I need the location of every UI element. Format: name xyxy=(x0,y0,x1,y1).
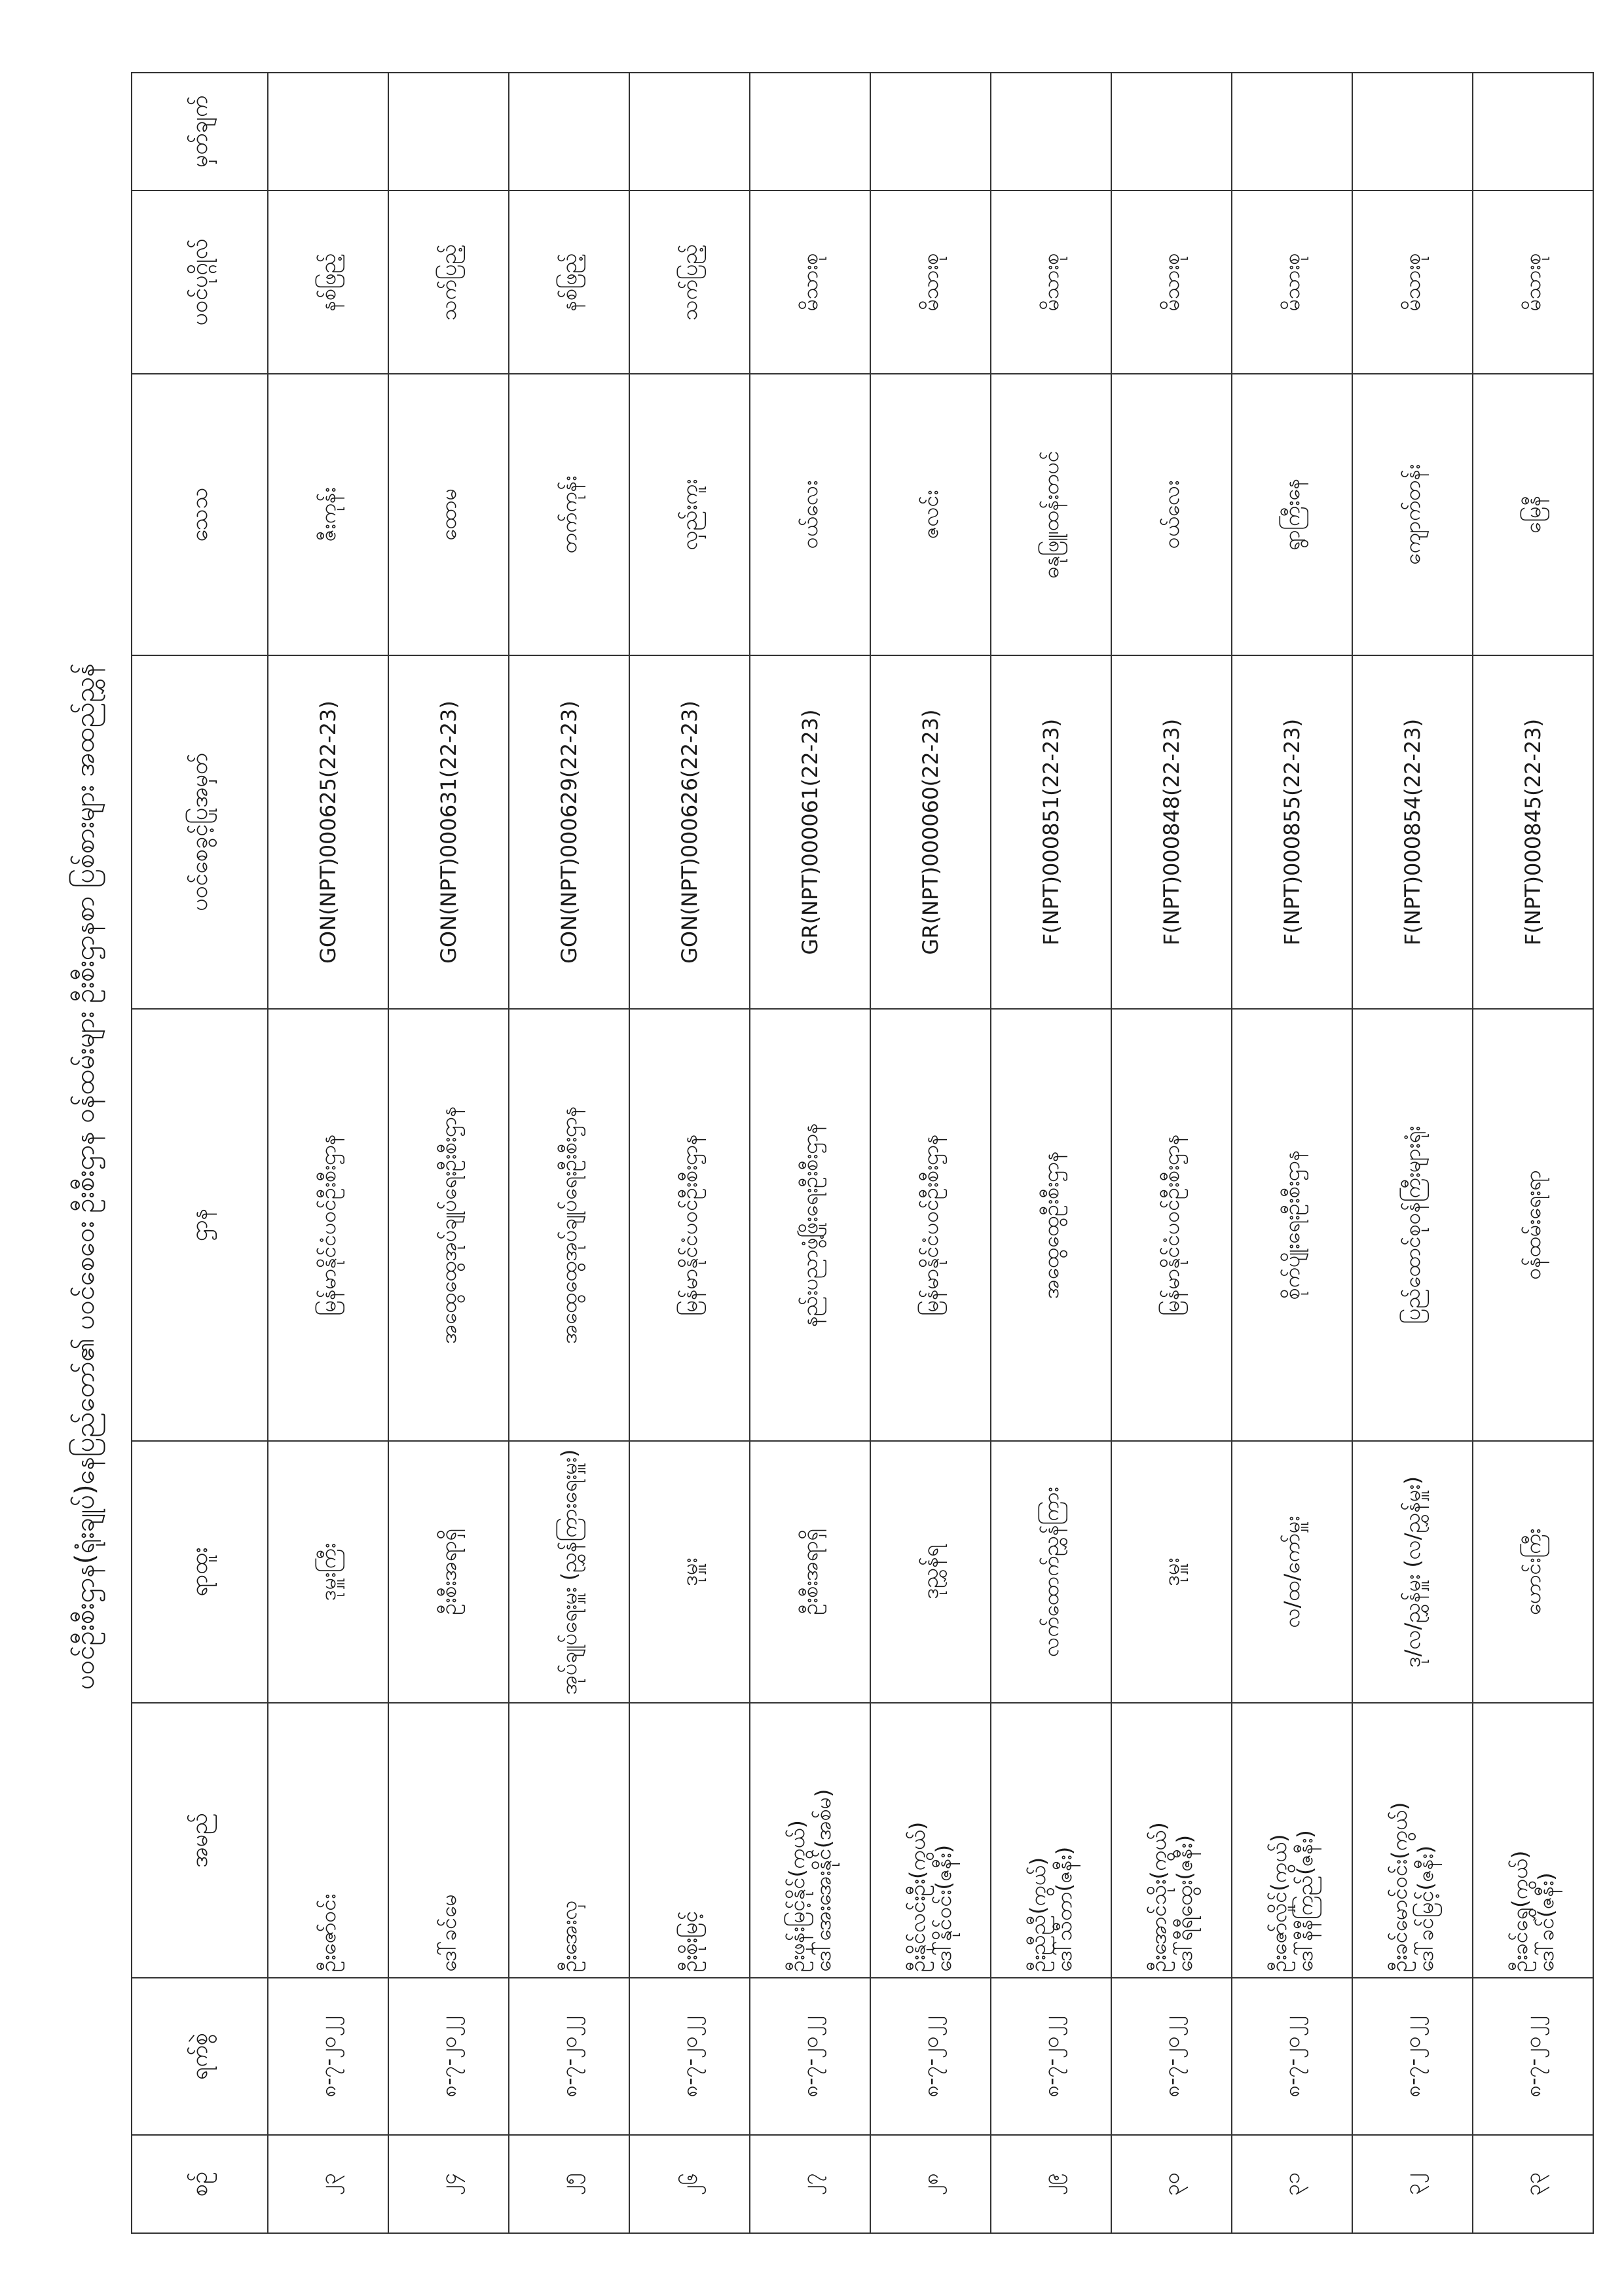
row-no: ၃၂ xyxy=(1352,2135,1473,2233)
document-title: ပဝင်ဦးစီးဌာန(ရုံးချုပ်)နေပြည်တော်၏ ပဝင်စေဝေး ဦးစီးဌာန ဝန်ထမ်းများ ဦးစီးဌာနစာ ပြစ်စားများ အထည်ညွှန် xyxy=(70,663,100,1690)
row-no: ၃၀ xyxy=(1111,2135,1232,2233)
row-name xyxy=(388,1703,509,1978)
row-no: ၃၁ xyxy=(1232,2135,1352,2233)
row-name-line: ဒေါ်ခင်မေ xyxy=(436,1894,461,1972)
row-remark xyxy=(1352,73,1473,191)
row-name-line: ဦးခင်ရွှေ(ကွယ်) xyxy=(1507,1850,1532,1972)
row-permit: GON(NPT)000629(22-23) xyxy=(509,655,629,1009)
row-office: လှည်းကူး xyxy=(629,374,750,655)
table-row xyxy=(1232,73,1352,2233)
row-office: ဝယ်လေး xyxy=(750,374,870,655)
row-result: သက်ပြည့် xyxy=(629,191,750,374)
row-name-line: ဒေါ်သီတာ(ဇနီး) xyxy=(1052,1846,1077,1972)
row-result: နစ်ဖြည့် xyxy=(268,191,388,374)
row-name xyxy=(991,1703,1111,1978)
row-position: ဟောင်းကြီး xyxy=(1473,1441,1593,1703)
row-result: သက်ပြည့် xyxy=(388,191,509,374)
register-table xyxy=(131,72,1594,2234)
row-date: ၈-၇-၂၀၂၂ xyxy=(268,1978,388,2135)
row-permit: F(NPT)000845(22-23) xyxy=(1473,655,1593,1009)
row-result: မိသားစု xyxy=(1111,191,1232,374)
row-name xyxy=(629,1703,750,1978)
row-remark xyxy=(1111,73,1232,191)
row-remark xyxy=(388,73,509,191)
row-name xyxy=(1352,1703,1473,1978)
header-address: ဌာန xyxy=(132,1009,268,1441)
header-no: စဉ် xyxy=(132,2135,268,2233)
row-name xyxy=(268,1703,388,1978)
row-name xyxy=(1232,1703,1352,1978)
row-result: မိသားစု xyxy=(1232,191,1352,374)
row-name-line: ဒေါ်ရီရီထွေး(ဇနီး) xyxy=(1172,1834,1197,1972)
row-name-line: ဦးအောင်သိုး(ကွယ်) xyxy=(1146,1822,1171,1972)
row-position: လက်ထောက်ညွှန်ကြား xyxy=(991,1441,1111,1703)
row-result: မိသားစု xyxy=(870,191,991,374)
row-address: မြန်မာနိုင်ငံပဝင်ဦးစီးဌာန xyxy=(870,1009,991,1441)
row-result: နစ်ဖြည့် xyxy=(509,191,629,374)
row-name-line: ဒေါ်နိုင်ဝင်း(ဇနီး) xyxy=(931,1844,956,1972)
row-office: မြေနီ xyxy=(1473,374,1593,655)
row-office: ကျောက်တန်း xyxy=(1352,374,1473,655)
header-office: သေသ xyxy=(132,374,268,655)
row-date: ၈-၇-၂၀၂၂ xyxy=(1473,1978,1593,2135)
row-name-line: ဦးဇော်ဝင်း xyxy=(316,1893,341,1972)
row-name-line: ဦးဇော်လှိုင်(ကွယ်) xyxy=(1266,1834,1291,1972)
row-address: ပြည်ထောင်စုဝန်ကြီးများရုံး xyxy=(1352,1009,1473,1441)
row-remark xyxy=(1232,73,1352,191)
row-name xyxy=(509,1703,629,1978)
header-row xyxy=(132,73,268,2233)
table-row xyxy=(268,73,388,2233)
row-position: ဦးစီးအရာရှိ xyxy=(750,1441,870,1703)
row-position: ဦးစီးအရာရှိ xyxy=(388,1441,509,1703)
row-remark xyxy=(509,73,629,191)
table-row xyxy=(388,73,509,2233)
row-position: ဒုညွှန်ရ xyxy=(870,1441,991,1703)
row-name-line: ဒေါ်အေးအေးနိုင်(အစ်မ) xyxy=(811,1789,836,1972)
row-remark xyxy=(750,73,870,191)
row-date: ၈-၇-၂၀၂၂ xyxy=(1111,1978,1232,2135)
row-position: လ/ထ/ကော်မှူး xyxy=(1232,1441,1352,1703)
row-name xyxy=(1111,1703,1232,1978)
row-no: ၃၃ xyxy=(1473,2135,1593,2233)
row-position: အုပ်ချုပ်ရေးမှူး (ညွှန်ကြားရေးမှူး) xyxy=(509,1441,629,1703)
row-position: ဒုမှူး xyxy=(1111,1441,1232,1703)
row-position: ဒု/လ/ညွှန်မှူး (လ/ညွှန်မှူး) xyxy=(1352,1441,1473,1703)
row-name xyxy=(870,1703,991,1978)
row-permit: F(NPT)000848(22-23) xyxy=(1111,655,1232,1009)
row-name-line: ဦးဖုန်းမြင့်နိုင်(ကွယ်) xyxy=(784,1820,809,1972)
row-no: ၂၃ xyxy=(268,2135,388,2233)
header-result: ပဝင်ပုဂ္ဂိုလ် xyxy=(132,191,268,374)
row-date: ၈-၇-၂၀၂၂ xyxy=(629,1978,750,2135)
row-date: ၈-၇-၂၀၂၂ xyxy=(870,1978,991,2135)
header-name: အမည် xyxy=(132,1703,268,1978)
table-row xyxy=(629,73,750,2233)
row-no: ၂၄ xyxy=(388,2135,509,2233)
row-address: မြန်မာနိုင်ငံပဝင်ဦးစီးဌာန xyxy=(1111,1009,1232,1441)
row-date: ၈-၇-၂၀၂၂ xyxy=(1232,1978,1352,2135)
row-name-line: ဦးညီညီ(ကွယ်) xyxy=(1025,1857,1050,1972)
row-office: ဇလင်း xyxy=(870,374,991,655)
row-remark xyxy=(629,73,750,191)
table-row xyxy=(991,73,1111,2233)
header-position: ရာထူး xyxy=(132,1441,268,1703)
row-permit: GON(NPT)000631(22-23) xyxy=(388,655,509,1009)
row-permit: GR(NPT)000061(22-23) xyxy=(750,655,870,1009)
row-result: မိသားစု xyxy=(1352,191,1473,374)
row-remark xyxy=(1473,73,1593,191)
table-row xyxy=(750,73,870,2233)
row-name-line: ဒေါ်နီနီကြည်(ဇနီး) xyxy=(1293,1830,1318,1972)
row-date: ၈-၇-၂၀၂၂ xyxy=(388,1978,509,2135)
row-office: ဇီးကုန်း xyxy=(268,374,388,655)
row-permit: GON(NPT)000626(22-23) xyxy=(629,655,750,1009)
table-row xyxy=(509,73,629,2233)
row-address: အထွေထွေဦးစီးဌာန xyxy=(991,1009,1111,1441)
row-address: အထွေထွေအုပ်ချုပ်ရေးဦးစီးဌာန xyxy=(509,1009,629,1441)
row-address: အထွေထွေအုပ်ချုပ်ရေးဦးစီးဌာန xyxy=(388,1009,509,1441)
row-result: မိသားစု xyxy=(750,191,870,374)
header-date: ရက်စွဲ xyxy=(132,1978,268,2135)
row-remark xyxy=(870,73,991,191)
row-remark xyxy=(268,73,388,191)
row-permit: F(NPT)000855(22-23) xyxy=(1232,655,1352,1009)
row-office: ရွာကြီးနေ xyxy=(1232,374,1352,655)
row-date: ၈-၇-၂၀၂၂ xyxy=(1352,1978,1473,2135)
table-row xyxy=(1111,73,1232,2233)
row-name-line: ဦးစိုးမြင့် xyxy=(677,1910,702,1972)
row-permit: F(NPT)000851(22-23) xyxy=(991,655,1111,1009)
row-no: ၂၉ xyxy=(991,2135,1111,2233)
row-no: ၂၇ xyxy=(750,2135,870,2233)
row-name-line: ဦးနိုင်လင်းဦး(ကွယ်) xyxy=(905,1821,930,1972)
row-name xyxy=(750,1703,870,1978)
row-address: မြန်မာနိုင်ငံပဝင်ဦးစီးဌာန xyxy=(268,1009,388,1441)
row-address: နည်းပညာဖွံ့ဖြိုးရေးဦးစီးဌာန xyxy=(750,1009,870,1441)
row-permit: F(NPT)000854(22-23) xyxy=(1352,655,1473,1009)
row-office: ထောမ xyxy=(388,374,509,655)
table-row xyxy=(870,73,991,2233)
row-remark xyxy=(991,73,1111,191)
row-name-line: ဒေါ်ခင်(ဇနီး) xyxy=(1534,1872,1559,1972)
row-office: ဓနုဖြူ၊ထန်းတပင် xyxy=(991,374,1111,655)
row-date: ၈-၇-၂၀၂၂ xyxy=(750,1978,870,2135)
row-permit: GR(NPT)000060(22-23) xyxy=(870,655,991,1009)
row-name-line: ဦးအေးလှ xyxy=(557,1900,581,1972)
row-address: ဝန်ထမ်းရေးရာ xyxy=(1473,1009,1593,1441)
row-name xyxy=(1473,1703,1593,1978)
row-address: မြန်မာနိုင်ငံပဝင်ဦးစီးဌာန xyxy=(629,1009,750,1441)
row-position: ဒုမှူး xyxy=(629,1441,750,1703)
row-address: စိုက်ပျိုးရေးဦးစီးဌာန xyxy=(1232,1009,1352,1441)
row-no: ၂၅ xyxy=(509,2135,629,2233)
row-date: ၈-၇-၂၀၂၂ xyxy=(509,1978,629,2135)
header-remark: မှတ်ချက် xyxy=(132,73,268,191)
row-no: ၂၈ xyxy=(870,2135,991,2233)
table-row xyxy=(1473,73,1593,2233)
row-name-line: ဦးခင်မောင်ဝင်း(ကွယ်) xyxy=(1387,1802,1412,1972)
row-office: ဝယ်လေး xyxy=(1111,374,1232,655)
table-row xyxy=(1352,73,1473,2233)
row-date: ၈-၇-၂၀၂၂ xyxy=(991,1978,1111,2135)
row-office: တက်ကုန်း xyxy=(509,374,629,655)
row-permit: GON(NPT)000625(22-23) xyxy=(268,655,388,1009)
row-result: မိသားစု xyxy=(1473,191,1593,374)
row-position: ဒုမှူးကြီး xyxy=(268,1441,388,1703)
row-name-line: ဒေါ်ခင်မြင့်(ဇနီး) xyxy=(1413,1845,1438,1972)
row-result: မိသားစု xyxy=(991,191,1111,374)
row-no: ၂၆ xyxy=(629,2135,750,2233)
header-permit: ပဝင်စေခွင့်ပြုအမှတ် xyxy=(132,655,268,1009)
